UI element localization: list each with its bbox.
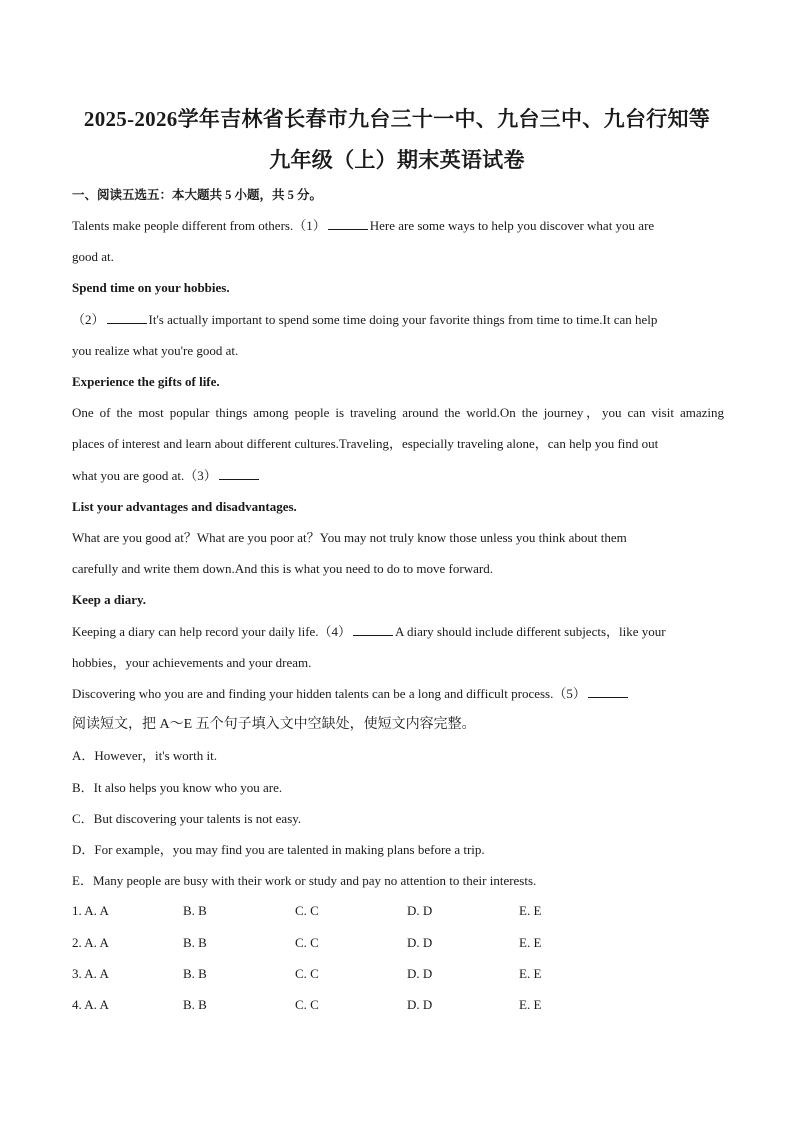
option-c: C．But discovering your talents is not easy. [72,811,302,826]
passage-line: carefully and write them down.And this is what you need to do to move forward. [72,561,493,576]
option-b: B．It also helps you know who you are. [72,780,283,795]
passage-line: One of the most popular things among people is traveling around the world.On the journey，you can visit amazing [72,405,724,420]
subheading-hobbies: Spend time on your hobbies. [72,280,230,295]
answer-blank-4 [353,623,393,636]
choice-c[interactable]: C. C [295,903,319,918]
option-a: A．However，it's worth it. [72,748,217,763]
passage-line: you realize what you're good at. [72,343,239,358]
choice-b[interactable]: B. B [183,935,207,950]
question-row-3 [72,966,632,984]
answer-blank-3 [219,467,259,480]
choice-c[interactable]: C. C [295,935,319,950]
passage-line: Discovering who you are and finding your hidden talents can be a long and difficult process.（5） [72,685,724,703]
passage-line: places of interest and learn about different cultures.Traveling，especially traveling alone，can help you find out [72,436,659,451]
choice-a[interactable]: 1. A. A [72,903,109,918]
passage-line: good at. [72,249,114,264]
option-d: D．For example，you may find you are talented in making plans before a trip. [72,842,485,857]
choice-d[interactable]: D. D [407,935,433,950]
passage-line: （2） It's actually important to spend some time doing your favorite things from time to time.It can help [72,312,658,327]
question-row-4 [72,997,632,1015]
choice-e[interactable]: E. E [519,997,542,1012]
choice-a[interactable]: 4. A. A [72,997,109,1012]
choice-c[interactable]: C. C [295,997,319,1012]
passage-line: Keeping a diary can help record your daily life.（4） A diary should include different subjects，like your [72,624,666,639]
choice-e[interactable]: E. E [519,903,542,918]
passage-line: Talents make people different from others.（1） Here are some ways to help you discover what you are [72,218,655,233]
answer-blank-5 [588,685,628,698]
choice-c[interactable]: C. C [295,966,319,981]
choice-d[interactable]: D. D [407,966,433,981]
exam-title-line1: 2025-2026学年吉林省长春市九台三十一中、九台三中、九台行知等 [83,107,711,131]
passage-line: hobbies，your achievements and your dream. [72,655,312,670]
choice-d[interactable]: D. D [407,997,433,1012]
choice-d[interactable]: D. D [407,903,433,918]
choice-a[interactable]: 2. A. A [72,935,109,950]
passage-line: What are you good at？What are you poor at？You may not truly know those unless you think about them [72,530,627,545]
choice-b[interactable]: B. B [183,903,207,918]
choice-b[interactable]: B. B [183,997,207,1012]
passage-line: what you are good at.（3） [72,467,724,485]
question-row-2 [72,935,632,953]
subheading-advantages: List your advantages and disadvantages. [72,499,297,514]
exam-title-line2: 九年级（上）期末英语试卷 [269,148,525,172]
subheading-gifts: Experience the gifts of life. [72,374,220,389]
section-heading: 一、阅读五选五：本大题共 5 小题，共 5 分。 [72,188,323,202]
answer-blank-2 [107,311,147,324]
choice-a[interactable]: 3. A. A [72,966,109,981]
instruction-text: 阅读短文，把 A～E 五个句子填入文中空缺处，使短文内容完整。 [72,717,476,732]
option-e: E．Many people are busy with their work or study and pay no attention to their interests. [72,873,537,888]
subheading-diary: Keep a diary. [72,592,147,607]
answer-blank-1 [328,217,368,230]
choice-e[interactable]: E. E [519,966,542,981]
choice-e[interactable]: E. E [519,935,542,950]
choice-b[interactable]: B. B [183,966,207,981]
question-row-1 [72,903,632,921]
